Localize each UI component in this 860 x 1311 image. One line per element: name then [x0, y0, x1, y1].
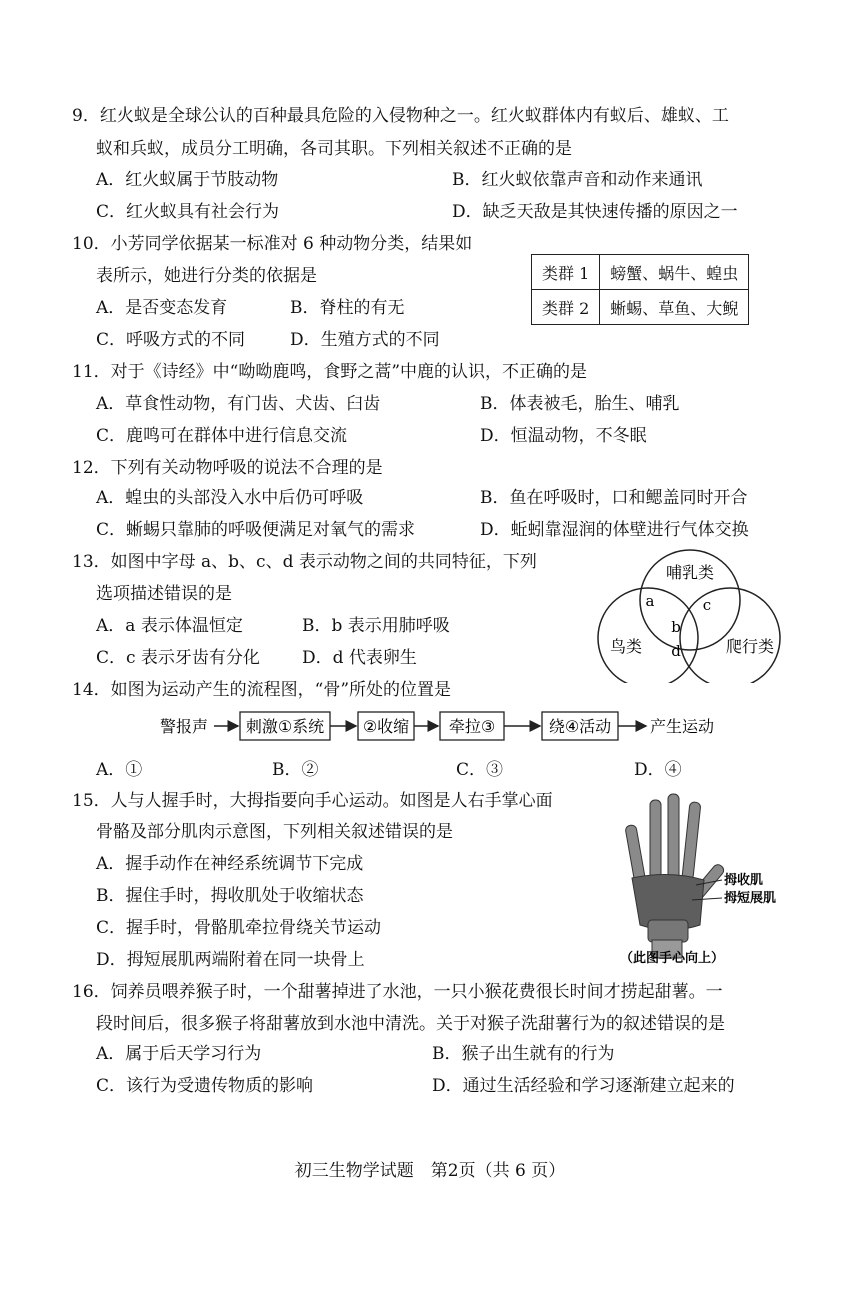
- q13-option-b: B．b 表示用肺呼吸: [302, 616, 450, 636]
- flow-step-4: 绕④活动: [548, 717, 612, 736]
- q13-option-a: A．a 表示体温恒定: [96, 616, 243, 636]
- venn-letter-c: c: [702, 596, 712, 614]
- q16-option-c: C．该行为受遗传物质的影响: [96, 1076, 314, 1096]
- hand-skeleton-figure: [600, 790, 800, 970]
- q13-option-d: D．d 代表卵生: [302, 648, 417, 668]
- table-cell: 类群 1: [532, 255, 600, 290]
- table-cell: 类群 2: [532, 290, 600, 325]
- q9-stem-line2: 蚁和兵蚁，成员分工明确，各司其职。下列相关叙述不正确的是: [96, 139, 572, 159]
- q11-option-d: D．恒温动物，不冬眠: [480, 426, 647, 446]
- q15-option-c: C．握手时，骨骼肌牵拉骨绕关节运动: [96, 918, 382, 938]
- q12-option-b: B．鱼在呼吸时，口和鳃盖同时开合: [480, 488, 748, 508]
- q10-option-a: A．是否变态发育: [96, 298, 228, 318]
- flow-step-result: 产生运动: [650, 717, 715, 736]
- q16-option-a: A．属于后天学习行为: [96, 1044, 262, 1064]
- q10-stem-line1: 10．小芳同学依据某一标准对 6 种动物分类，结果如: [72, 234, 473, 254]
- q13-option-c: C．c 表示牙齿有分化: [96, 648, 260, 668]
- flow-step-alarm: 警报声: [160, 717, 209, 736]
- q11-option-b: B．体表被毛，胎生、哺乳: [480, 394, 680, 414]
- q11-option-c: C．鹿鸣可在群体中进行信息交流: [96, 426, 348, 446]
- q9-option-c: C．红火蚁具有社会行为: [96, 202, 280, 222]
- q16-stem-line1: 16．饲养员喂养猴子时，一个甜薯掉进了水池，一只小猴花费很长时间才捞起甜薯。一: [72, 982, 723, 1002]
- q15-option-d: D．拇短展肌两端附着在同一块骨上: [96, 950, 365, 970]
- q10-option-b: B．脊柱的有无: [290, 298, 405, 318]
- q12-option-c: C．蜥蜴只靠肺的呼吸便满足对氧气的需求: [96, 520, 416, 540]
- q15-option-a: A．握手动作在神经系统调节下完成: [96, 854, 364, 874]
- reptile-circle: [680, 588, 780, 683]
- movement-flowchart: [150, 708, 750, 744]
- q14-stem: 14．如图为运动产生的流程图，“骨”所处的位置是: [72, 680, 452, 700]
- q9-option-b: B．红火蚁依靠声音和动作来通讯: [452, 170, 703, 190]
- figure-caption: （此图手心向上）: [620, 951, 725, 966]
- q10-option-d: D．生殖方式的不同: [290, 330, 440, 350]
- flow-step-1: 刺激①系统: [245, 717, 325, 736]
- q16-stem-line2: 段时间后，很多猴子将甜薯放到水池中清洗。关于对猴子洗甜薯行为的叙述错误的是: [96, 1014, 725, 1034]
- q11-option-a: A．草食性动物，有门齿、犬齿、臼齿: [96, 394, 381, 414]
- table-cell: 螃蟹、蜗牛、蝗虫: [600, 255, 749, 290]
- table-row: [532, 290, 749, 325]
- flow-step-3: 牵拉③: [448, 717, 496, 736]
- q11-stem: 11．对于《诗经》中“呦呦鹿鸣，食野之蒿”中鹿的认识，不正确的是: [72, 362, 588, 382]
- page-footer: 初三生物学试题 第2页（共 6 页）: [294, 1161, 566, 1181]
- venn-letter-a: a: [645, 592, 655, 610]
- q12-option-d: D．蚯蚓靠湿润的体壁进行气体交换: [480, 520, 749, 540]
- q9-option-a: A．红火蚁属于节肢动物: [96, 170, 279, 190]
- q13-stem-line2: 选项描述错误的是: [96, 584, 232, 604]
- q9-option-d: D．缺乏天敌是其快速传播的原因之一: [452, 202, 738, 222]
- classification-table: [531, 254, 749, 325]
- q12-option-a: A．蝗虫的头部没入水中后仍可呼吸: [96, 488, 364, 508]
- venn-diagram: [590, 548, 790, 683]
- q12-stem: 12．下列有关动物呼吸的说法不合理的是: [72, 458, 383, 478]
- q10-stem-line2: 表所示，她进行分类的依据是: [96, 266, 317, 286]
- q14-option-d: D．④: [634, 760, 682, 780]
- q15-stem-line1: 15．人与人握手时，大拇指要向手心运动。如图是人右手掌心面: [72, 791, 553, 811]
- table-cell: 蜥蜴、草鱼、大鲵: [600, 290, 749, 325]
- venn-letter-b: b: [671, 618, 681, 636]
- label-adductor-pollicis: 拇收肌: [724, 873, 764, 888]
- q14-option-a: A．①: [96, 760, 143, 780]
- q16-option-d: D．通过生活经验和学习逐渐建立起来的: [432, 1076, 735, 1096]
- q15-option-b: B．握住手时，拇收肌处于收缩状态: [96, 886, 364, 906]
- venn-label-top: 哺乳类: [665, 563, 715, 582]
- q14-option-c: C．③: [456, 760, 504, 780]
- venn-label-right: 爬行类: [725, 637, 775, 656]
- q14-option-b: B．②: [272, 760, 319, 780]
- q13-stem-line1: 13．如图中字母 a、b、c、d 表示动物之间的共同特征，下列: [72, 552, 537, 572]
- q9-stem-line1: 9．红火蚁是全球公认的百种最具危险的入侵物种之一。红火蚁群体内有蚁后、雄蚁、工: [72, 106, 729, 126]
- q10-option-c: C．呼吸方式的不同: [96, 330, 246, 350]
- venn-label-left: 鸟类: [609, 637, 643, 656]
- venn-letter-d: d: [671, 642, 681, 660]
- q15-stem-line2: 骨骼及部分肌肉示意图，下列相关叙述错误的是: [96, 822, 453, 842]
- label-abductor-pollicis-brevis: 拇短展肌: [724, 891, 777, 906]
- table-row: [532, 255, 749, 290]
- flow-step-2: ②收缩: [362, 717, 410, 736]
- q16-option-b: B．猴子出生就有的行为: [432, 1044, 615, 1064]
